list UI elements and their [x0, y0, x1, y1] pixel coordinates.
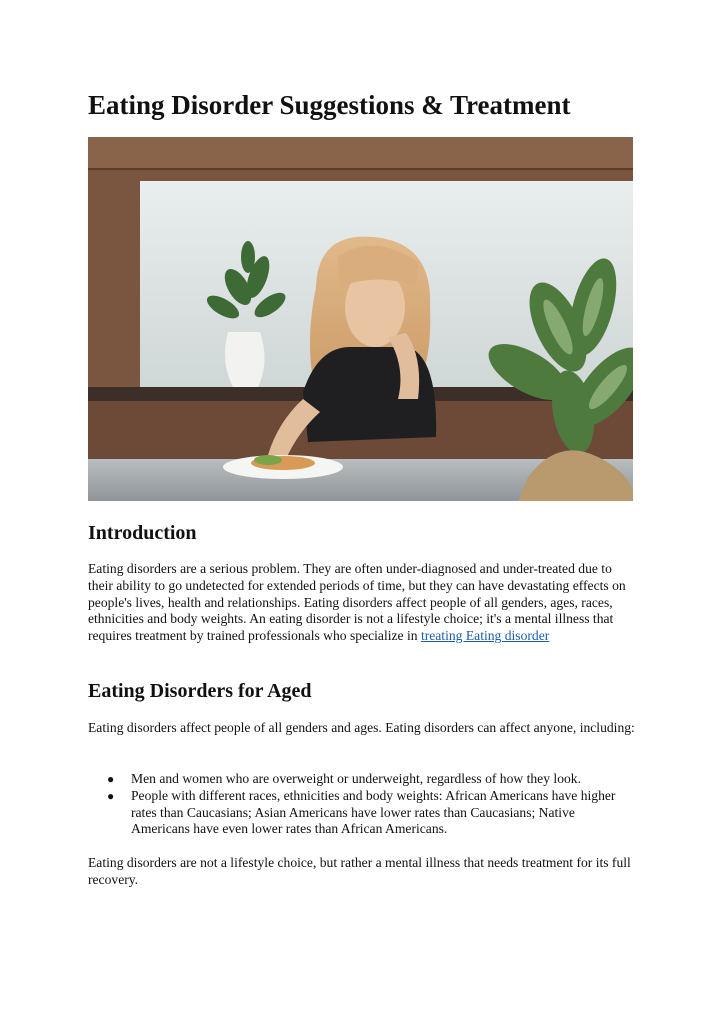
list-item	[88, 771, 636, 788]
bullet-icon: ●	[107, 772, 115, 786]
introduction-heading: Introduction	[88, 522, 197, 544]
aged-closing-paragraph: Eating disorders are not a lifestyle choice, but rather a mental illness that needs treatment for its full recovery.	[88, 855, 631, 887]
page-title: Eating Disorder Suggestions & Treatment	[88, 90, 571, 120]
bullet-icon: ●	[107, 788, 115, 803]
introduction-paragraph	[88, 561, 636, 645]
list-item-text: People with different races, ethnicities and body weights: African Americans have higher rates than Caucasians; Asian Americans have lower rates than Caucasians; Native Americans have even lower rates than African Americans.	[131, 787, 616, 837]
woman-pushing-away-plate-photo	[88, 137, 633, 501]
hero-photo	[88, 137, 633, 501]
list-item	[88, 788, 636, 838]
introduction-text: Eating disorders are a serious problem. They are often under-diagnosed and under-treated due to their ability to go undetected for extended periods of time, but they can have devastating effects on people's lives, health and relationships. Eating disorders affect people of all genders, ages, races, ethnicities and body weights. An eating disorder is not a lifestyle choice; it's a mental illness that requires treatment by trained professionals who specialize in	[88, 561, 626, 644]
aged-bullet-list	[88, 771, 636, 838]
list-item-text: Men and women who are overweight or underweight, regardless of how they look.	[131, 771, 581, 786]
treating-eating-disorder-link[interactable]: treating Eating disorder	[420, 628, 550, 644]
aged-intro-paragraph: Eating disorders affect people of all genders and ages. Eating disorders can affect anyone, including:	[88, 720, 635, 735]
aged-heading: Eating Disorders for Aged	[88, 680, 312, 702]
